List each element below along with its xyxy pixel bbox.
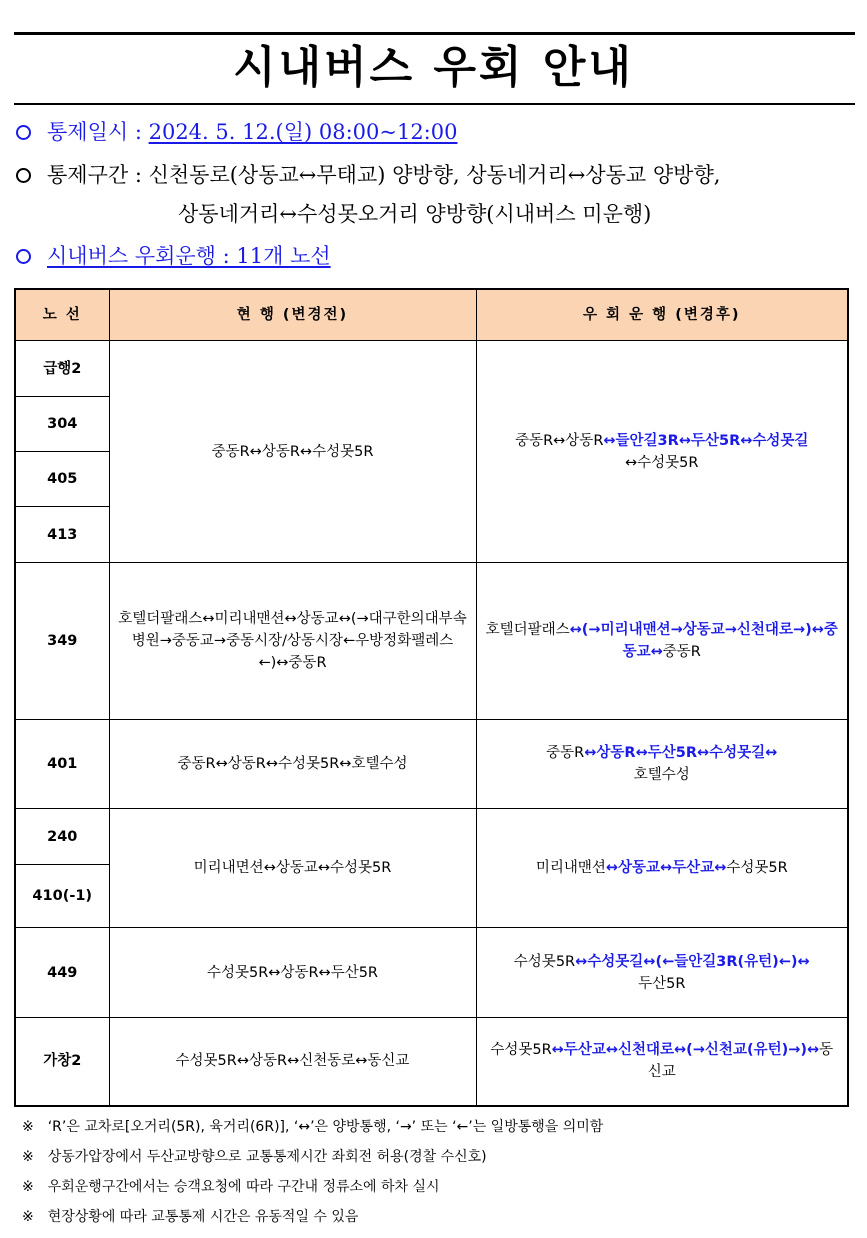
route-before: 중동R↔상동R↔수성못5R: [109, 341, 476, 563]
route-number: 449: [15, 928, 109, 1018]
note-item: ※ 상동가압장에서 두산교방향으로 교통통제시간 좌회전 허용(경찰 수신호): [22, 1149, 487, 1165]
route-before: 호텔더팔래스↔미리내맨션↔상동교↔(→대구한의대부속병원→중동교→중동시장/상동시장←우방정화팰레스←)↔중동R: [109, 563, 476, 720]
circle-bullet-icon: [16, 249, 31, 264]
notes: [22, 1112, 603, 1232]
route-number: 410(-1): [15, 865, 109, 928]
route-after: 수성못5R↔수성못길↔(←들안길3R(유턴)←)↔ 두산5R: [476, 928, 848, 1018]
route-after: 호텔더팔래스↔(→미리내맨션→상동교→신천대로→)↔중동교↔중동R: [476, 563, 848, 720]
header-route: 노 선: [15, 289, 109, 341]
note-marker: ※: [22, 1149, 34, 1165]
route-before: 수성못5R↔상동R↔신천동로↔동신교: [109, 1018, 476, 1106]
detour-line: [14, 241, 331, 271]
route-number: 413: [15, 507, 109, 563]
table-row: [15, 720, 848, 809]
route-after: 중동R↔상동R↔두산5R↔수성못길↔ 호텔수성: [476, 720, 848, 809]
route-number: 가창2: [15, 1018, 109, 1106]
route-number: 304: [15, 397, 109, 452]
header-after: 우 회 운 행 (변경후): [476, 289, 848, 341]
note-item: ※ ‘R’은 교차로[오거리(5R), 육거리(6R)], ‘↔’은 양방통행, ‘→’ 또는 ‘←’는 일방통행을 의미함: [22, 1119, 604, 1135]
route-after: 수성못5R↔두산교↔신천대로↔(→신천교(유턴)→)↔동신교: [476, 1018, 848, 1106]
circle-bullet-icon: [16, 168, 31, 183]
route-after: 미리내맨션↔상동교↔두산교↔수성못5R: [476, 809, 848, 928]
section-label: 통제구간 :: [47, 163, 142, 187]
route-after: 중동R↔상동R↔들안길3R↔두산5R↔수성못길 ↔수성못5R: [476, 341, 848, 563]
table-row: [15, 563, 848, 720]
title-top-rule: [14, 32, 855, 35]
note-item: ※ 우회운행구간에서는 승객요청에 따라 구간내 정류소에 하차 실시: [22, 1179, 440, 1195]
section-value-line1: 신천동로(상동교↔무태교) 양방향, 상동네거리↔상동교 양방향,: [148, 163, 721, 187]
table-row: [15, 928, 848, 1018]
page-title: 시내버스 우회 안내: [233, 42, 634, 93]
note-marker: ※: [22, 1209, 34, 1225]
schedule-label: 통제일시 :: [47, 120, 142, 144]
route-number: 405: [15, 452, 109, 507]
route-number: 349: [15, 563, 109, 720]
route-number: 급행2: [15, 341, 109, 397]
section-value-line2: 상동네거리↔수성못오거리 양방향(시내버스 미운행): [178, 202, 652, 226]
section-line: [14, 160, 720, 190]
circle-bullet-icon: [16, 125, 31, 140]
header-before: 현 행 (변경전): [109, 289, 476, 341]
schedule-value: 2024. 5. 12.(일) 08:00~12:00: [148, 120, 458, 144]
table-row: [15, 341, 848, 397]
note-item: ※ 현장상황에 따라 교통통제 시간은 유동적일 수 있음: [22, 1209, 359, 1225]
route-before: 미리내면션↔상동교↔수성못5R: [109, 809, 476, 928]
detour-summary: 시내버스 우회운행 : 11개 노선: [47, 244, 331, 268]
route-before: 중동R↔상동R↔수성못5R↔호텔수성: [109, 720, 476, 809]
table-header-row: [15, 289, 848, 341]
title-bottom-rule: [14, 103, 855, 105]
note-marker: ※: [22, 1179, 34, 1195]
table-row: [15, 1018, 848, 1106]
note-marker: ※: [22, 1119, 34, 1135]
route-number: 401: [15, 720, 109, 809]
table-row: [15, 809, 848, 865]
route-table: [14, 288, 849, 1107]
route-before: 수성못5R↔상동R↔두산5R: [109, 928, 476, 1018]
route-number: 240: [15, 809, 109, 865]
schedule-line: [14, 117, 457, 147]
